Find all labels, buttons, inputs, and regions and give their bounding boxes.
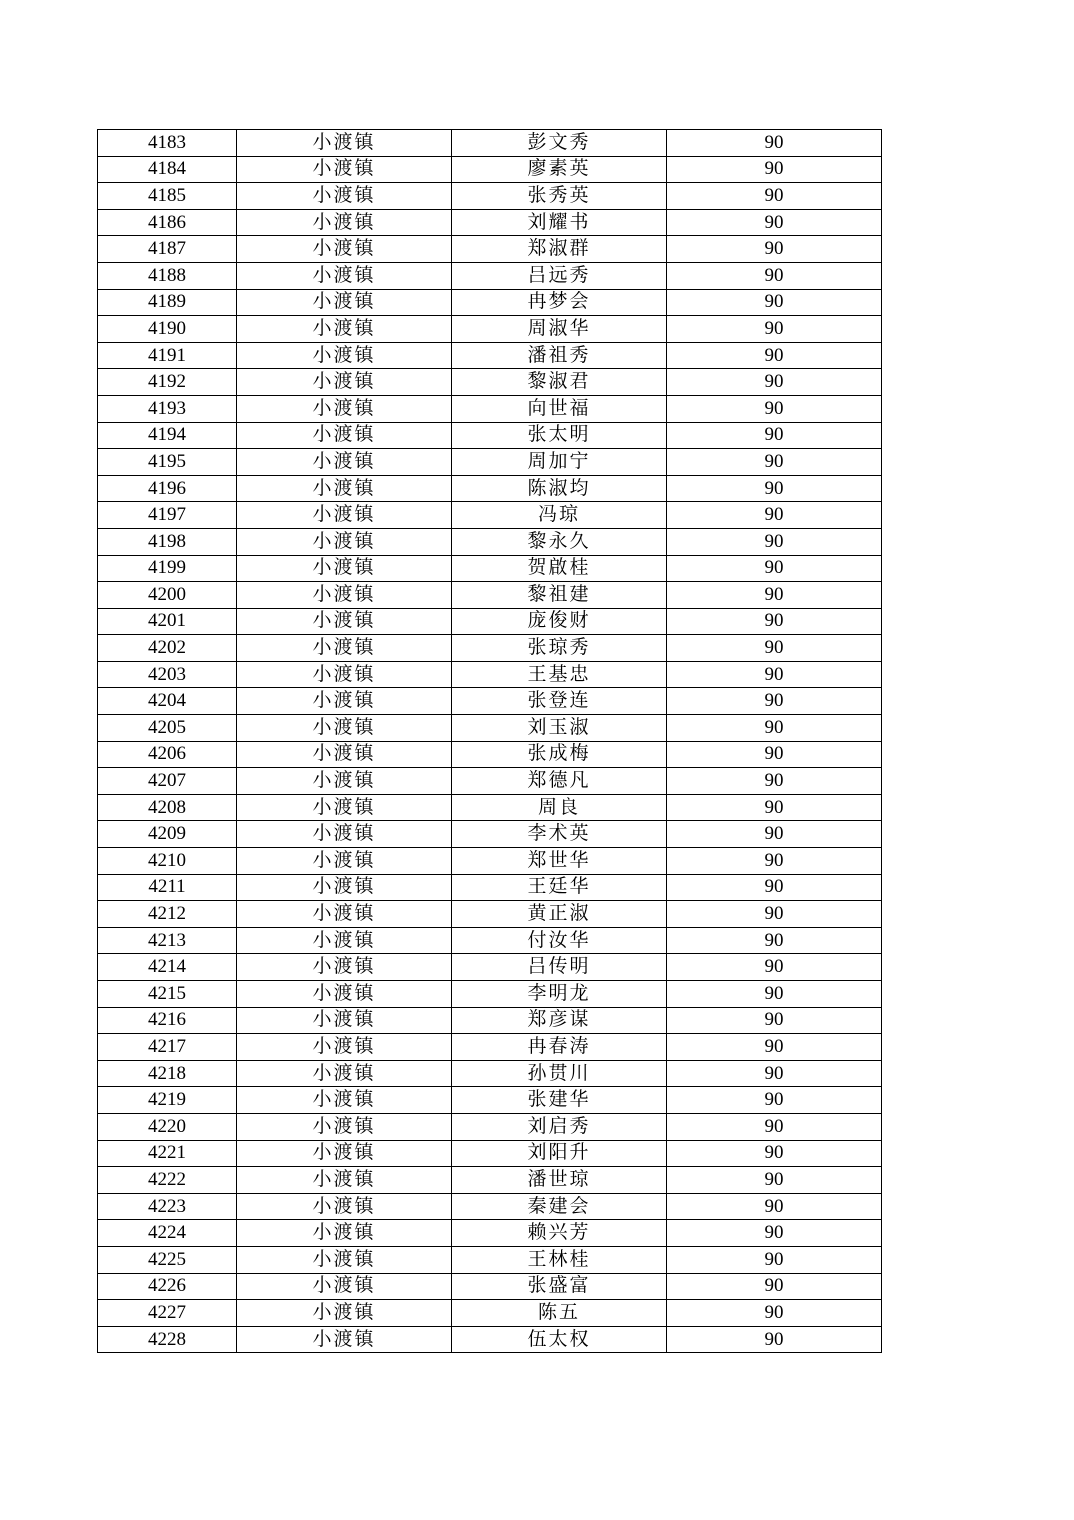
- table-row: [98, 688, 882, 715]
- amount-cell: 90: [667, 289, 882, 316]
- table-row: [98, 1087, 882, 1114]
- town-cell: 小渡镇: [237, 715, 452, 742]
- amount-cell: 90: [667, 635, 882, 662]
- roster-table-body: [98, 130, 882, 1353]
- person-name-cell: 张建华: [452, 1087, 667, 1114]
- amount-cell: 90: [667, 342, 882, 369]
- town-cell: 小渡镇: [237, 794, 452, 821]
- person-name-cell: 黎永久: [452, 528, 667, 555]
- person-name-cell: 刘玉淑: [452, 715, 667, 742]
- town-cell: 小渡镇: [237, 954, 452, 981]
- amount-cell: 90: [667, 715, 882, 742]
- town-cell: 小渡镇: [237, 422, 452, 449]
- town-cell: 小渡镇: [237, 1140, 452, 1167]
- town-cell: 小渡镇: [237, 1007, 452, 1034]
- person-name-cell: 李明龙: [452, 981, 667, 1008]
- person-name-cell: 彭文秀: [452, 130, 667, 157]
- table-row: [98, 1220, 882, 1247]
- person-name-cell: 潘世琼: [452, 1167, 667, 1194]
- person-name-cell: 李术英: [452, 821, 667, 848]
- person-name-cell: 郑彦谋: [452, 1007, 667, 1034]
- table-row: [98, 289, 882, 316]
- amount-cell: 90: [667, 1007, 882, 1034]
- serial-number-cell: 4214: [98, 954, 237, 981]
- amount-cell: 90: [667, 688, 882, 715]
- serial-number-cell: 4219: [98, 1087, 237, 1114]
- person-name-cell: 黄正淑: [452, 901, 667, 928]
- town-cell: 小渡镇: [237, 688, 452, 715]
- town-cell: 小渡镇: [237, 661, 452, 688]
- amount-cell: 90: [667, 1193, 882, 1220]
- amount-cell: 90: [667, 608, 882, 635]
- serial-number-cell: 4206: [98, 741, 237, 768]
- table-row: [98, 1060, 882, 1087]
- town-cell: 小渡镇: [237, 901, 452, 928]
- amount-cell: 90: [667, 369, 882, 396]
- amount-cell: 90: [667, 848, 882, 875]
- table-row: [98, 475, 882, 502]
- town-cell: 小渡镇: [237, 395, 452, 422]
- person-name-cell: 庞俊财: [452, 608, 667, 635]
- serial-number-cell: 4223: [98, 1193, 237, 1220]
- person-name-cell: 刘启秀: [452, 1113, 667, 1140]
- amount-cell: 90: [667, 1273, 882, 1300]
- table-row: [98, 768, 882, 795]
- serial-number-cell: 4185: [98, 183, 237, 210]
- amount-cell: 90: [667, 794, 882, 821]
- amount-cell: 90: [667, 661, 882, 688]
- person-name-cell: 郑世华: [452, 848, 667, 875]
- amount-cell: 90: [667, 502, 882, 529]
- amount-cell: 90: [667, 1246, 882, 1273]
- amount-cell: 90: [667, 1034, 882, 1061]
- town-cell: 小渡镇: [237, 1034, 452, 1061]
- serial-number-cell: 4222: [98, 1167, 237, 1194]
- town-cell: 小渡镇: [237, 582, 452, 609]
- serial-number-cell: 4186: [98, 209, 237, 236]
- table-row: [98, 635, 882, 662]
- town-cell: 小渡镇: [237, 1113, 452, 1140]
- person-name-cell: 伍太权: [452, 1326, 667, 1353]
- amount-cell: 90: [667, 582, 882, 609]
- serial-number-cell: 4197: [98, 502, 237, 529]
- serial-number-cell: 4193: [98, 395, 237, 422]
- serial-number-cell: 4207: [98, 768, 237, 795]
- town-cell: 小渡镇: [237, 1220, 452, 1247]
- serial-number-cell: 4208: [98, 794, 237, 821]
- serial-number-cell: 4216: [98, 1007, 237, 1034]
- amount-cell: 90: [667, 209, 882, 236]
- serial-number-cell: 4196: [98, 475, 237, 502]
- person-name-cell: 周加宁: [452, 449, 667, 476]
- amount-cell: 90: [667, 262, 882, 289]
- table-row: [98, 1246, 882, 1273]
- town-cell: 小渡镇: [237, 1300, 452, 1327]
- table-row: [98, 449, 882, 476]
- person-name-cell: 吕远秀: [452, 262, 667, 289]
- serial-number-cell: 4199: [98, 555, 237, 582]
- serial-number-cell: 4202: [98, 635, 237, 662]
- person-name-cell: 贺啟桂: [452, 555, 667, 582]
- town-cell: 小渡镇: [237, 209, 452, 236]
- table-row: [98, 821, 882, 848]
- person-name-cell: 王林桂: [452, 1246, 667, 1273]
- serial-number-cell: 4215: [98, 981, 237, 1008]
- serial-number-cell: 4204: [98, 688, 237, 715]
- table-row: [98, 262, 882, 289]
- amount-cell: 90: [667, 475, 882, 502]
- serial-number-cell: 4225: [98, 1246, 237, 1273]
- table-row: [98, 1300, 882, 1327]
- table-row: [98, 1273, 882, 1300]
- town-cell: 小渡镇: [237, 848, 452, 875]
- amount-cell: 90: [667, 528, 882, 555]
- town-cell: 小渡镇: [237, 1273, 452, 1300]
- amount-cell: 90: [667, 954, 882, 981]
- amount-cell: 90: [667, 236, 882, 263]
- person-name-cell: 周良: [452, 794, 667, 821]
- town-cell: 小渡镇: [237, 449, 452, 476]
- table-row: [98, 130, 882, 157]
- table-row: [98, 1326, 882, 1353]
- person-name-cell: 陈淑均: [452, 475, 667, 502]
- town-cell: 小渡镇: [237, 1167, 452, 1194]
- town-cell: 小渡镇: [237, 1326, 452, 1353]
- serial-number-cell: 4184: [98, 156, 237, 183]
- table-row: [98, 209, 882, 236]
- person-name-cell: 张盛富: [452, 1273, 667, 1300]
- serial-number-cell: 4228: [98, 1326, 237, 1353]
- table-row: [98, 608, 882, 635]
- town-cell: 小渡镇: [237, 1060, 452, 1087]
- town-cell: 小渡镇: [237, 183, 452, 210]
- serial-number-cell: 4213: [98, 927, 237, 954]
- serial-number-cell: 4198: [98, 528, 237, 555]
- table-row: [98, 183, 882, 210]
- person-name-cell: 冉春涛: [452, 1034, 667, 1061]
- town-cell: 小渡镇: [237, 768, 452, 795]
- serial-number-cell: 4218: [98, 1060, 237, 1087]
- person-name-cell: 刘阳升: [452, 1140, 667, 1167]
- amount-cell: 90: [667, 130, 882, 157]
- town-cell: 小渡镇: [237, 316, 452, 343]
- table-row: [98, 1007, 882, 1034]
- town-cell: 小渡镇: [237, 1087, 452, 1114]
- table-row: [98, 954, 882, 981]
- amount-cell: 90: [667, 901, 882, 928]
- amount-cell: 90: [667, 768, 882, 795]
- table-row: [98, 236, 882, 263]
- amount-cell: 90: [667, 395, 882, 422]
- table-row: [98, 794, 882, 821]
- serial-number-cell: 4217: [98, 1034, 237, 1061]
- person-name-cell: 陈五: [452, 1300, 667, 1327]
- serial-number-cell: 4194: [98, 422, 237, 449]
- serial-number-cell: 4203: [98, 661, 237, 688]
- town-cell: 小渡镇: [237, 1246, 452, 1273]
- person-name-cell: 黎淑君: [452, 369, 667, 396]
- person-name-cell: 周淑华: [452, 316, 667, 343]
- amount-cell: 90: [667, 981, 882, 1008]
- person-name-cell: 张成梅: [452, 741, 667, 768]
- serial-number-cell: 4188: [98, 262, 237, 289]
- table-row: [98, 715, 882, 742]
- person-name-cell: 张琼秀: [452, 635, 667, 662]
- table-row: [98, 316, 882, 343]
- town-cell: 小渡镇: [237, 502, 452, 529]
- person-name-cell: 秦建会: [452, 1193, 667, 1220]
- table-row: [98, 874, 882, 901]
- serial-number-cell: 4191: [98, 342, 237, 369]
- serial-number-cell: 4201: [98, 608, 237, 635]
- table-row: [98, 422, 882, 449]
- serial-number-cell: 4209: [98, 821, 237, 848]
- amount-cell: 90: [667, 821, 882, 848]
- serial-number-cell: 4226: [98, 1273, 237, 1300]
- serial-number-cell: 4190: [98, 316, 237, 343]
- person-name-cell: 黎祖建: [452, 582, 667, 609]
- serial-number-cell: 4220: [98, 1113, 237, 1140]
- town-cell: 小渡镇: [237, 608, 452, 635]
- table-row: [98, 927, 882, 954]
- amount-cell: 90: [667, 183, 882, 210]
- amount-cell: 90: [667, 449, 882, 476]
- town-cell: 小渡镇: [237, 289, 452, 316]
- person-name-cell: 潘祖秀: [452, 342, 667, 369]
- town-cell: 小渡镇: [237, 874, 452, 901]
- person-name-cell: 张太明: [452, 422, 667, 449]
- roster-table: [97, 129, 882, 1353]
- town-cell: 小渡镇: [237, 130, 452, 157]
- serial-number-cell: 4195: [98, 449, 237, 476]
- serial-number-cell: 4227: [98, 1300, 237, 1327]
- table-row: [98, 1113, 882, 1140]
- serial-number-cell: 4224: [98, 1220, 237, 1247]
- person-name-cell: 冯琼: [452, 502, 667, 529]
- amount-cell: 90: [667, 1220, 882, 1247]
- amount-cell: 90: [667, 1326, 882, 1353]
- person-name-cell: 张秀英: [452, 183, 667, 210]
- town-cell: 小渡镇: [237, 262, 452, 289]
- amount-cell: 90: [667, 927, 882, 954]
- serial-number-cell: 4183: [98, 130, 237, 157]
- serial-number-cell: 4221: [98, 1140, 237, 1167]
- person-name-cell: 冉梦会: [452, 289, 667, 316]
- serial-number-cell: 4211: [98, 874, 237, 901]
- table-row: [98, 1167, 882, 1194]
- person-name-cell: 向世福: [452, 395, 667, 422]
- town-cell: 小渡镇: [237, 342, 452, 369]
- serial-number-cell: 4192: [98, 369, 237, 396]
- serial-number-cell: 4205: [98, 715, 237, 742]
- table-row: [98, 981, 882, 1008]
- town-cell: 小渡镇: [237, 369, 452, 396]
- serial-number-cell: 4187: [98, 236, 237, 263]
- table-row: [98, 1193, 882, 1220]
- amount-cell: 90: [667, 741, 882, 768]
- table-row: [98, 502, 882, 529]
- serial-number-cell: 4210: [98, 848, 237, 875]
- person-name-cell: 刘耀书: [452, 209, 667, 236]
- table-row: [98, 741, 882, 768]
- amount-cell: 90: [667, 316, 882, 343]
- town-cell: 小渡镇: [237, 635, 452, 662]
- town-cell: 小渡镇: [237, 741, 452, 768]
- amount-cell: 90: [667, 555, 882, 582]
- table-row: [98, 661, 882, 688]
- town-cell: 小渡镇: [237, 1193, 452, 1220]
- town-cell: 小渡镇: [237, 981, 452, 1008]
- serial-number-cell: 4200: [98, 582, 237, 609]
- table-row: [98, 156, 882, 183]
- amount-cell: 90: [667, 1167, 882, 1194]
- town-cell: 小渡镇: [237, 821, 452, 848]
- table-row: [98, 369, 882, 396]
- town-cell: 小渡镇: [237, 555, 452, 582]
- person-name-cell: 郑德凡: [452, 768, 667, 795]
- table-row: [98, 528, 882, 555]
- person-name-cell: 赖兴芳: [452, 1220, 667, 1247]
- town-cell: 小渡镇: [237, 475, 452, 502]
- amount-cell: 90: [667, 1140, 882, 1167]
- table-row: [98, 1140, 882, 1167]
- amount-cell: 90: [667, 422, 882, 449]
- table-row: [98, 342, 882, 369]
- town-cell: 小渡镇: [237, 927, 452, 954]
- person-name-cell: 吕传明: [452, 954, 667, 981]
- table-row: [98, 901, 882, 928]
- person-name-cell: 王基忠: [452, 661, 667, 688]
- person-name-cell: 郑淑群: [452, 236, 667, 263]
- table-row: [98, 395, 882, 422]
- amount-cell: 90: [667, 156, 882, 183]
- amount-cell: 90: [667, 1300, 882, 1327]
- table-row: [98, 848, 882, 875]
- town-cell: 小渡镇: [237, 528, 452, 555]
- person-name-cell: 孙贯川: [452, 1060, 667, 1087]
- amount-cell: 90: [667, 1113, 882, 1140]
- town-cell: 小渡镇: [237, 236, 452, 263]
- amount-cell: 90: [667, 1060, 882, 1087]
- town-cell: 小渡镇: [237, 156, 452, 183]
- amount-cell: 90: [667, 1087, 882, 1114]
- person-name-cell: 王廷华: [452, 874, 667, 901]
- serial-number-cell: 4212: [98, 901, 237, 928]
- table-row: [98, 582, 882, 609]
- person-name-cell: 付汝华: [452, 927, 667, 954]
- amount-cell: 90: [667, 874, 882, 901]
- person-name-cell: 廖素英: [452, 156, 667, 183]
- serial-number-cell: 4189: [98, 289, 237, 316]
- table-row: [98, 555, 882, 582]
- person-name-cell: 张登连: [452, 688, 667, 715]
- table-row: [98, 1034, 882, 1061]
